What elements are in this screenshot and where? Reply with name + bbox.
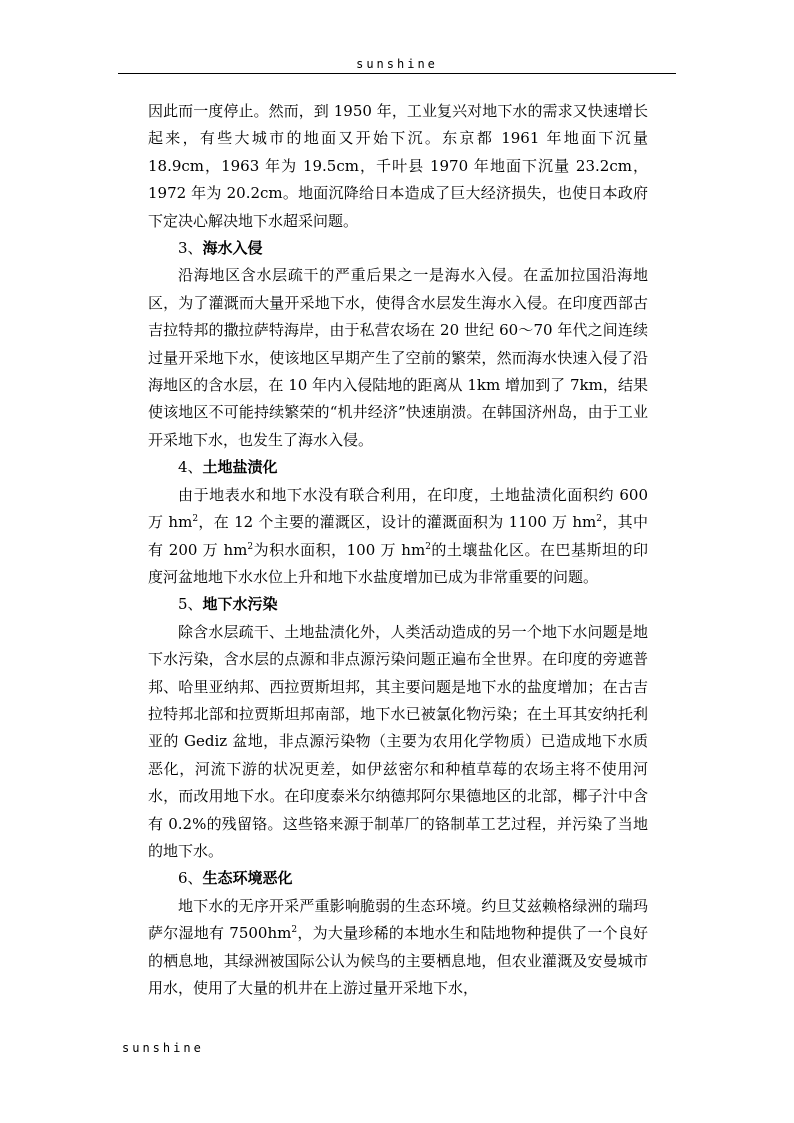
section-title: 海水入侵 bbox=[202, 239, 263, 258]
section-heading-ecological-deterioration bbox=[148, 865, 648, 892]
section-title: 生态环境恶化 bbox=[202, 869, 293, 888]
section-heading-groundwater-pollution bbox=[148, 591, 648, 618]
header-divider bbox=[118, 73, 676, 74]
paragraph-land-subsidence-end: 因此而一度停止。然而，到 1950 年，工业复兴对地下水的需求又快速增长起来，有些大城市的地面又开始下沉。东京都 1961 年地面下沉量 18.9cm，1963 年为 19.5cm，千叶县 1970 年地面下沉量 23.2cm，1972 年为 20.2cm。地面沉降给日本造成了巨大经济损失，也使日本政府下定决心解决地下水超采问题。 bbox=[148, 102, 648, 230]
paragraph-groundwater-pollution: 除含水层疏干、土地盐渍化外，人类活动造成的另一个地下水问题是地下水污染，含水层的点源和非点源污染问题正遍布全世界。在印度的旁遮普邦、哈里亚纳邦、西拉贾斯坦邦，其主要问题是地下水的盐度增加；在古吉拉特邦北部和拉贾斯坦邦南部，地下水已被氯化物污染；在土耳其安纳托利亚的 Gediz 盆地，非点源污染物（主要为农用化学物质）已造成地下水质恶化，河流下游的状况更差，如伊兹密尔和种植草莓的农场主将不使用河水，而改用地下水。在印度泰米尔纳德邦阿尔果德地区的北部，椰子汁中含有 0.2%的残留铬。这些铬来源于制革厂的铬制革工艺过程，并污染了当地的地下水。 bbox=[148, 622, 648, 860]
section-title: 土地盐渍化 bbox=[202, 458, 278, 477]
paragraph-seawater-intrusion: 沿海地区含水层疏干的严重后果之一是海水入侵。在孟加拉国沿海地区，为了灌溉而大量开采地下水，使得含水层发生海水入侵。在印度西部古吉拉特邦的撒拉萨特海岸，由于私营农场在 20 世纪 60～70 年代之间连续过量开采地下水，使该地区早期产生了空前的繁荣，然而海水快速入侵了沿海地区的含水层，在 10 年内入侵陆地的距离从 1km 增加到了 7km，结果使该地区不可能持续繁荣的“机井经济”快速崩溃。在韩国济州岛，由于工业开采地下水，也发生了海水入侵。 bbox=[148, 266, 648, 449]
page-header: sunshine bbox=[356, 57, 438, 71]
section-heading-seawater-intrusion bbox=[148, 235, 648, 262]
paragraph-soil-salinization: 由于地表水和地下水没有联合利用，在印度，土地盐渍化面积约 600 万 $hm^2$，在 12 个主要的灌溉区，设计的灌溉面积为 1100 万 $hm^2$，其中有 200 万 $hm^2$为积水面积，100 万 $hm^2$的土壤盐化区。在巴基斯坦的印度河盆地地下水水位上升和地下水盐度增加已成为非常重要的问题。 bbox=[148, 485, 648, 586]
section-number: 5、 bbox=[178, 595, 203, 614]
section-number: 6、 bbox=[178, 869, 203, 888]
document-body bbox=[148, 98, 648, 1002]
section-number: 4、 bbox=[178, 458, 203, 477]
section-number: 3、 bbox=[178, 239, 203, 258]
section-title: 地下水污染 bbox=[202, 595, 278, 614]
section-heading-soil-salinization bbox=[148, 454, 648, 481]
paragraph-ecological-deterioration: 地下水的无序开采严重影响脆弱的生态环境。约旦艾兹赖格绿洲的瑞玛萨尔湿地有 $7500hm^2$，为大量珍稀的本地水生和陆地物种提供了一个良好的栖息地，其绿洲被国际公认为候鸟的主要栖息地，但农业灌溉及安曼城市用水，使用了大量的机井在上游过量开采地下水， bbox=[148, 896, 648, 997]
page-footer: sunshine bbox=[122, 1041, 204, 1055]
